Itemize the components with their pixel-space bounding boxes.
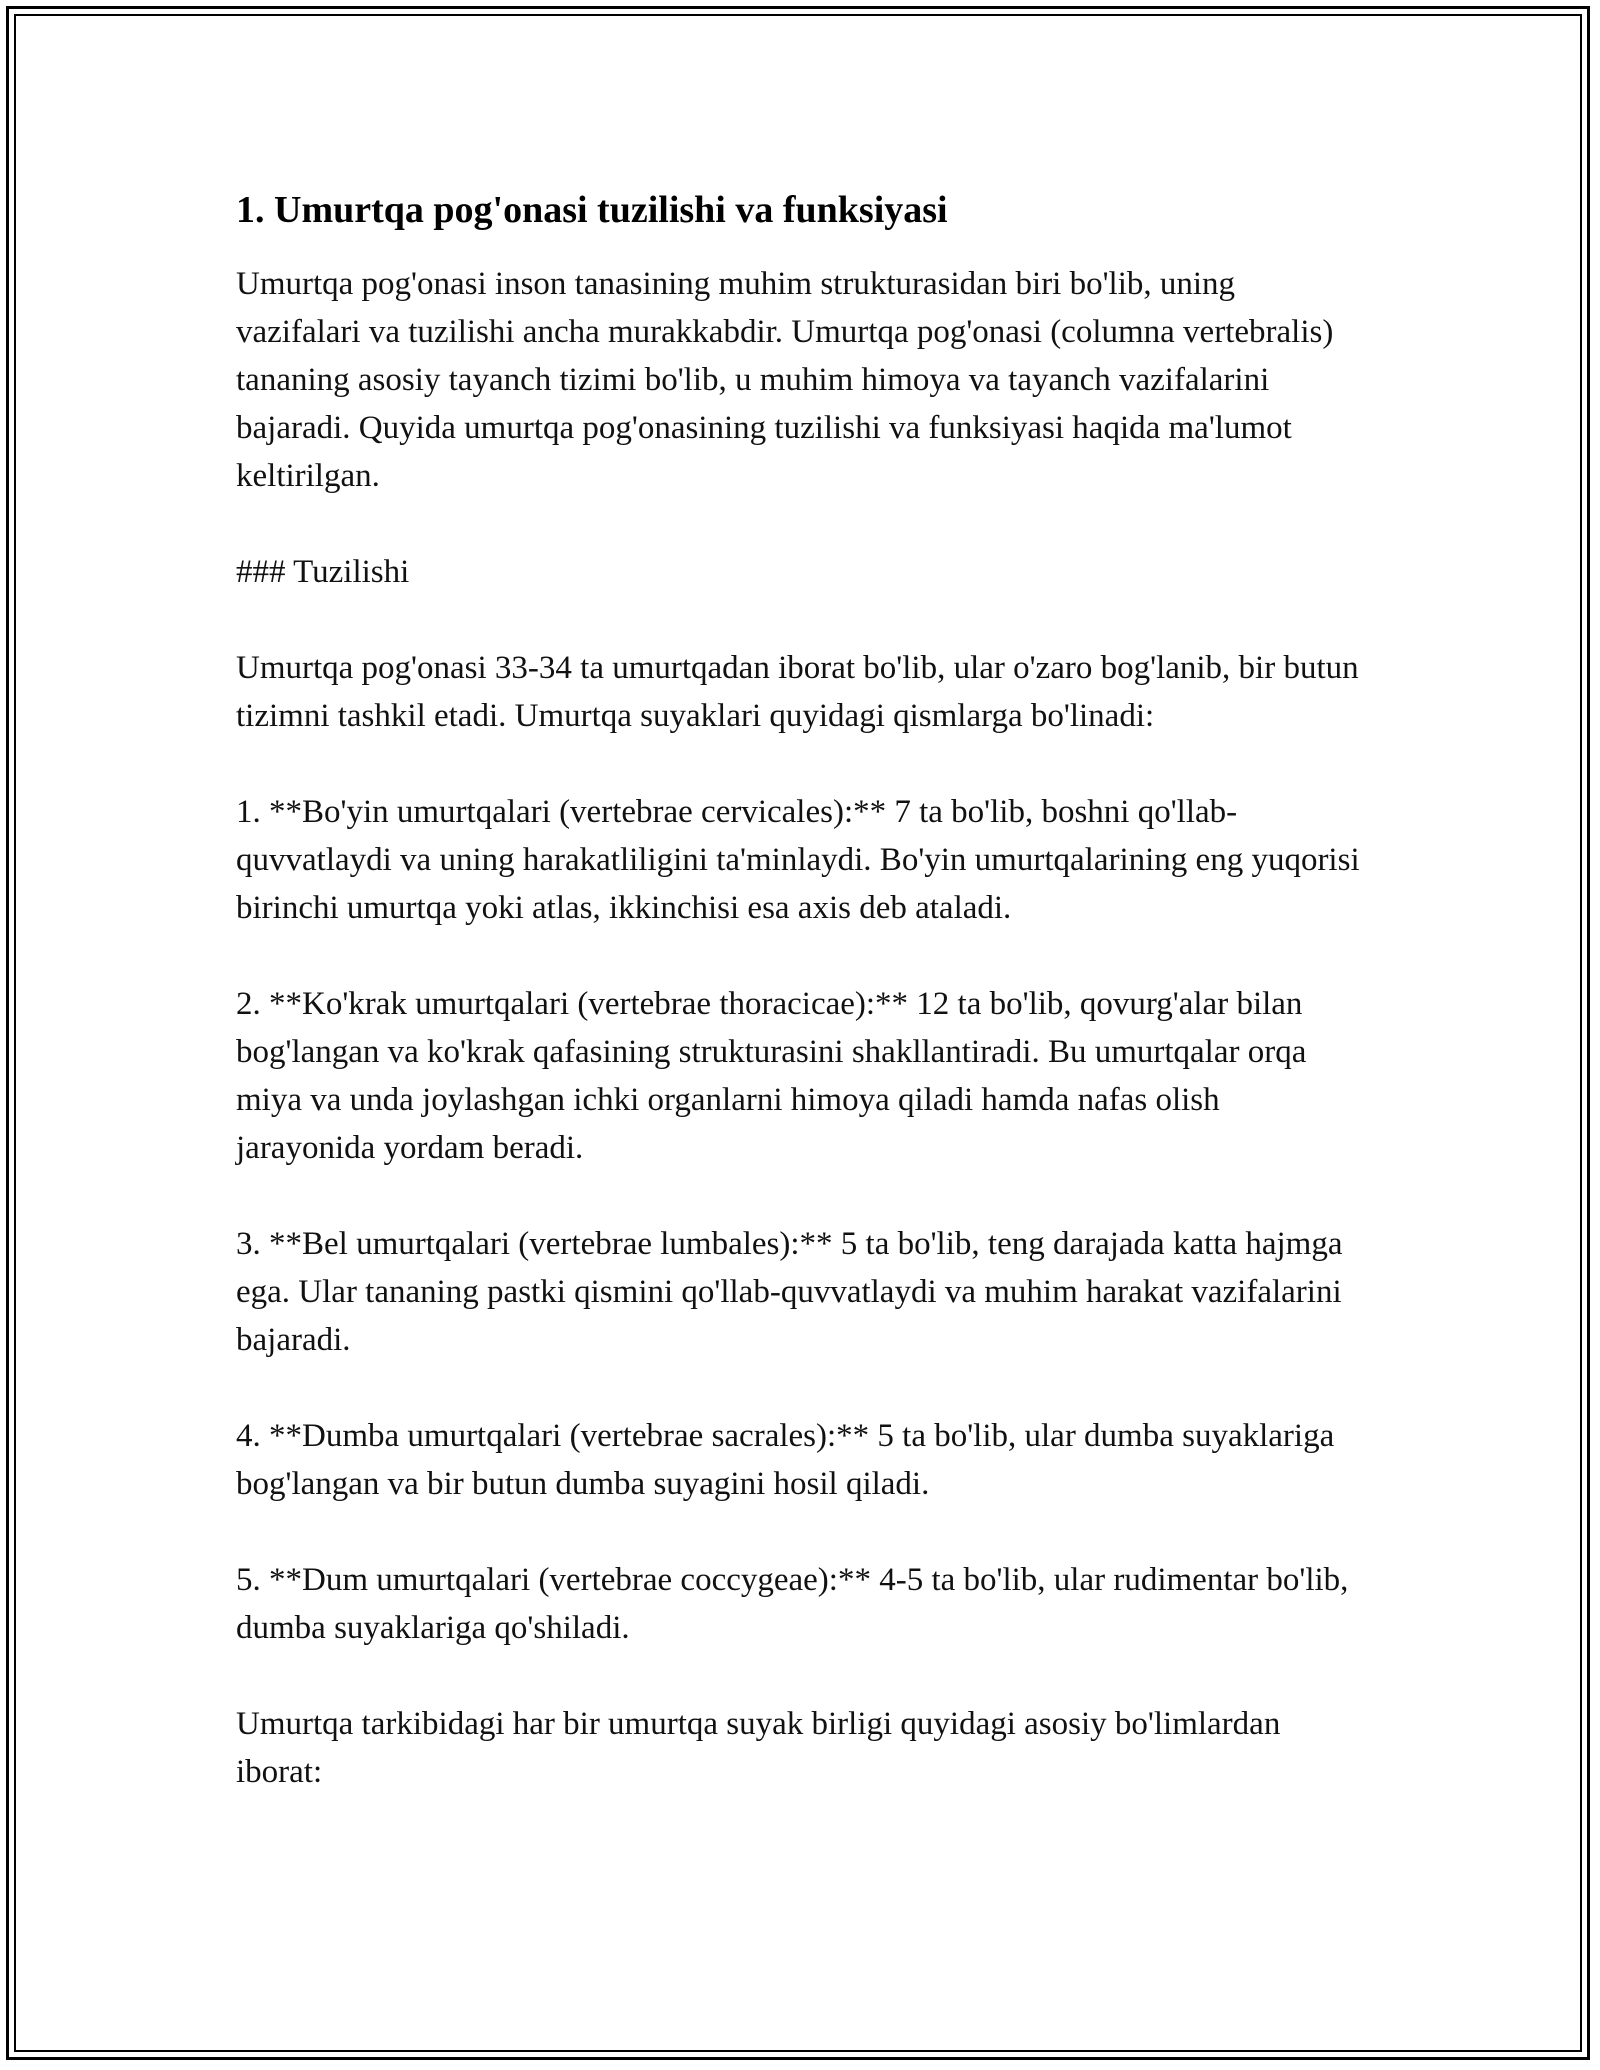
list-item-lumbar: 3. **Bel umurtqalari (vertebrae lumbales):** 5 ta bo'lib, teng darajada katta hajmga ega. Ular tananing pastki qismini qo'llab-quvvatlaydi va muhim harakat vazifalarini bajaradi. bbox=[236, 1226, 1343, 1358]
list-item-coccygeal: 5. **Dum umurtqalari (vertebrae coccygeae):** 4-5 ta bo'lib, ular rudimentar bo'lib, dumba suyaklariga qo'shiladi. bbox=[236, 1562, 1349, 1646]
section-title: 1. Umurtqa pog'onasi tuzilishi va funksiyasi bbox=[236, 189, 948, 231]
intro-paragraph: Umurtqa pog'onasi inson tanasining muhim strukturasidan biri bo'lib, uning vazifalari va tuzilishi ancha murakkabdir. Umurtqa pog'onasi (columna vertebralis) tananing asosiy tayanch tizimi bo'lib, u muhim himoya va tayanch vazifalarini bajaradi. Quyida umurtqa pog'onasining tuzilishi va funksiyasi haqida ma'lumot keltirilgan. bbox=[236, 266, 1334, 494]
list-item-sacral: 4. **Dumba umurtqalari (vertebrae sacrales):** 5 ta bo'lib, ular dumba suyaklariga bog'langan va bir butun dumba suyagini hosil qiladi. bbox=[236, 1418, 1335, 1502]
list-item-cervical: 1. **Bo'yin umurtqalari (vertebrae cervicales):** 7 ta bo'lib, boshni qo'llab-quvvatlaydi va uning harakatliligini ta'minlaydi. Bo'yin umurtqalarining eng yuqorisi birinchi umurtqa yoki atlas, ikkinchisi esa axis deb ataladi. bbox=[236, 794, 1360, 926]
list-item-thoracic: 2. **Ko'krak umurtqalari (vertebrae thoracicae):** 12 ta bo'lib, qovurg'alar bilan bog'langan va ko'krak qafasining strukturasini shakllantiradi. Bu umurtqalar orqa miya va unda joylashgan ichki organlarni himoya qiladi hamda nafas olish jarayonida yordam beradi. bbox=[236, 986, 1307, 1166]
subheading-tuzilishi: ### Tuzilishi bbox=[236, 554, 410, 590]
structure-intro-paragraph: Umurtqa pog'onasi 33-34 ta umurtqadan iborat bo'lib, ular o'zaro bog'lanib, bir butun tizimni tashkil etadi. Umurtqa suyaklari quyidagi qismlarga bo'linadi: bbox=[236, 650, 1359, 734]
closing-paragraph: Umurtqa tarkibidagi har bir umurtqa suyak birligi quyidagi asosiy bo'limlardan iborat: bbox=[236, 1706, 1281, 1790]
document-body bbox=[236, 186, 1366, 1844]
